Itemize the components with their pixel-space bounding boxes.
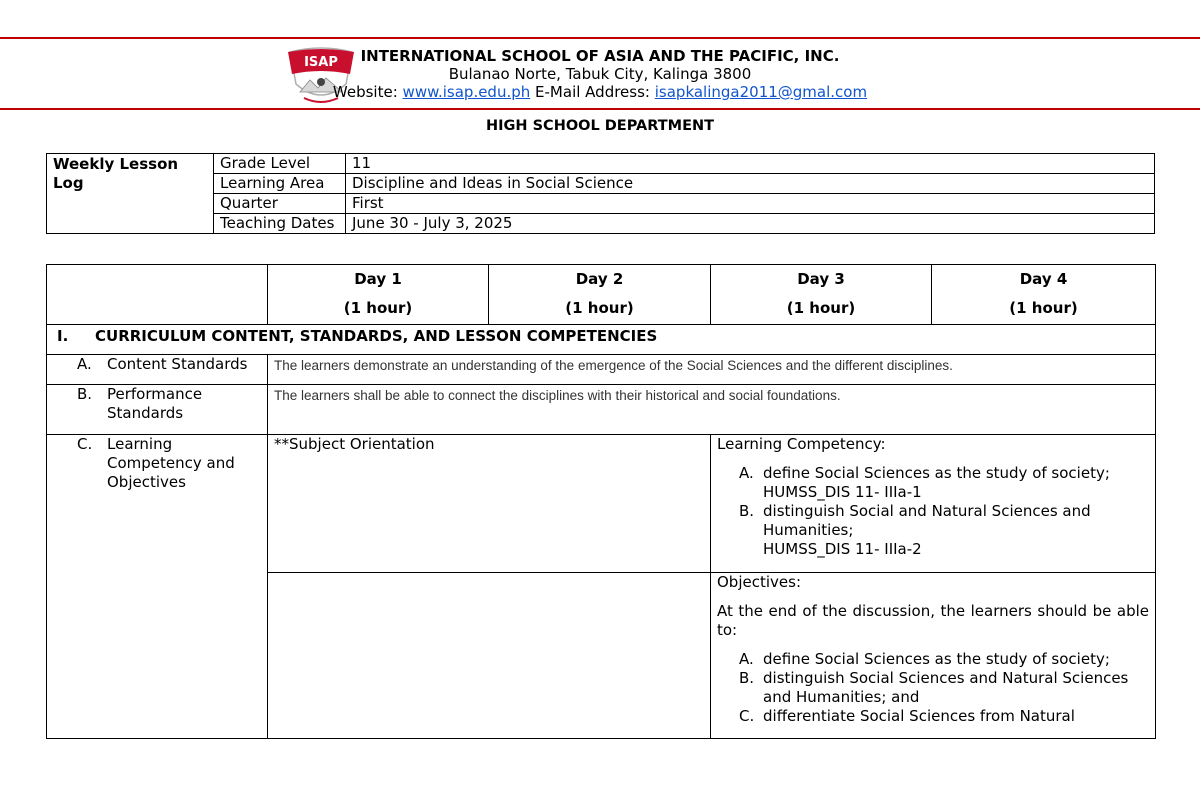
list-item: B. distinguish Social Sciences and Natural Sciences and Humanities; and: [739, 669, 1129, 706]
subject-orientation: **Subject Orientation: [268, 435, 711, 573]
school-name: INTERNATIONAL SCHOOL OF ASIA AND THE PACIFIC, INC.: [360, 47, 840, 65]
competency-heading: Learning Competency:: [717, 435, 886, 453]
info-value: First: [346, 194, 1155, 214]
email-label: E-Mail Address:: [535, 83, 650, 101]
empty-cell: [268, 573, 711, 739]
header-top-rule: [0, 37, 1200, 39]
list-item: C. differentiate Social Sciences from Natural: [739, 707, 1075, 725]
lesson-log-table: [46, 264, 1156, 739]
corner-cell: [47, 265, 268, 325]
info-value: Discipline and Ideas in Social Science: [346, 174, 1155, 194]
contact-line: [330, 83, 870, 101]
performance-standards-text: The learners shall be able to connect the disciplines with their historical and social foundations.: [268, 385, 1156, 435]
competency-label: C. Learning Competency and Objectives: [47, 435, 268, 739]
website-label: Website:: [332, 83, 398, 101]
content-standards-text: The learners demonstrate an understanding of the emergence of the Social Sciences and the different disciplines.: [268, 355, 1156, 385]
school-address: Bulanao Norte, Tabuk City, Kalinga 3800: [448, 65, 752, 83]
info-label: Learning Area: [214, 174, 346, 194]
lesson-log-title: Weekly Lesson Log: [47, 154, 214, 234]
info-label: Teaching Dates: [214, 214, 346, 234]
list-item: A. define Social Sciences as the study of society; HUMSS_DIS 11- IIIa-1: [739, 464, 1110, 501]
objectives-list: [717, 650, 1149, 726]
section-heading: I. CURRICULUM CONTENT, STANDARDS, AND LESSON COMPETENCIES: [47, 325, 1156, 355]
list-item: A. define Social Sciences as the study of society;: [739, 650, 1110, 668]
objectives-heading: Objectives:: [717, 573, 801, 591]
learning-competency-cell: [711, 435, 1156, 573]
lesson-info-table: [46, 153, 1155, 234]
header-bottom-rule: [0, 108, 1200, 110]
day-header: Day 3 (1 hour): [711, 265, 932, 325]
objectives-cell: [711, 573, 1156, 739]
department-title: HIGH SCHOOL DEPARTMENT: [486, 118, 714, 134]
website-link[interactable]: www.isap.edu.ph: [402, 83, 531, 101]
day-header: Day 4 (1 hour): [932, 265, 1156, 325]
info-label: Quarter: [214, 194, 346, 214]
objectives-intro: At the end of the discussion, the learners should be able to:: [717, 602, 1149, 639]
list-item: B. distinguish Social and Natural Sciences and Humanities; HUMSS_DIS 11- IIIa-2: [739, 502, 1091, 558]
competency-list: [717, 464, 1149, 559]
logo-text: ISAP: [304, 55, 338, 70]
email-link[interactable]: isapkalinga2011@gmal.com: [654, 83, 868, 101]
info-value: 11: [346, 154, 1155, 174]
day-header: Day 1 (1 hour): [268, 265, 489, 325]
info-value: June 30 - July 3, 2025: [346, 214, 1155, 234]
info-label: Grade Level: [214, 154, 346, 174]
performance-standards-label: B. Performance Standards: [47, 385, 268, 435]
content-standards-label: A. Content Standards: [47, 355, 268, 385]
day-header: Day 2 (1 hour): [489, 265, 711, 325]
